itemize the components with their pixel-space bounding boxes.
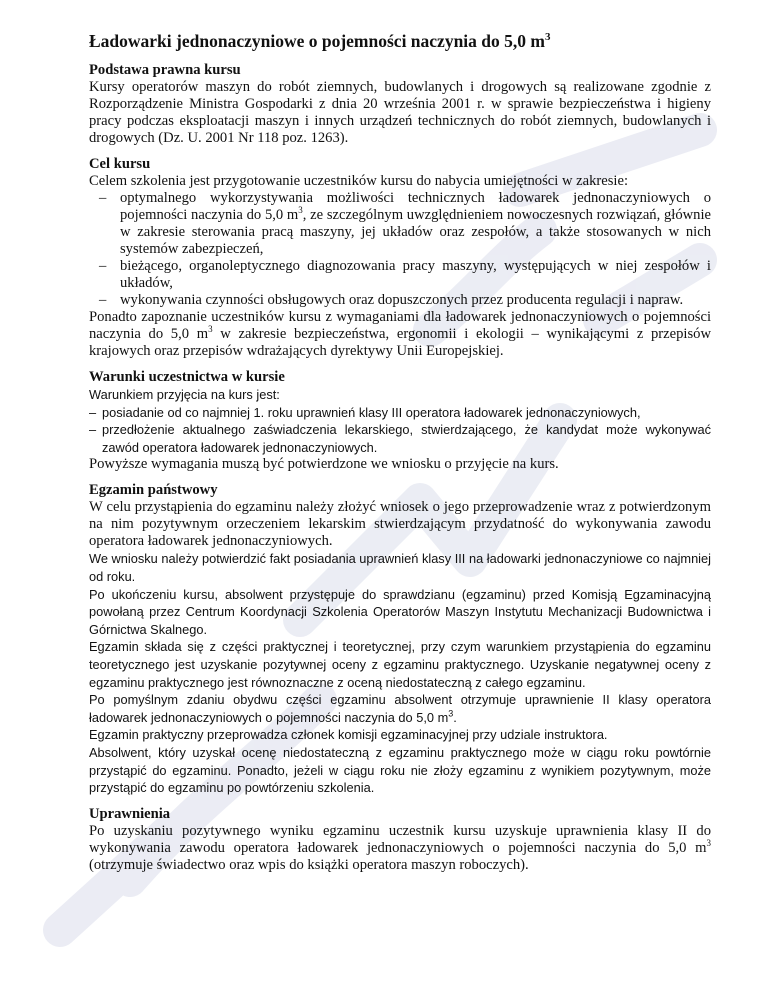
page-title: Ładowarki jednonaczyniowe o pojemności naczynia do 5,0 $m^3$ [89, 31, 551, 51]
list-item: – bieżącego, organoleptycznego diagnozowania pracy maszyny, występujących w niej zespołów i układów, [99, 258, 711, 291]
list-item: – optymalnego wykorzystywania możliwości technicznych ładowarek jednonaczyniowych o pojemności naczynia do 5,0 $m^3$, ze szczególnym uwzględnieniem nowoczesnych rozwiązań, głównie w zakresie sterowania pracą maszyny, jej układów oraz zespołów, a także stosowanych w nich systemów zabezpieczeń, [99, 190, 712, 257]
exam-paragraph: Egzamin praktyczny przeprowadza członek komisji egzaminacyjnej przy udziale instruktora. [89, 727, 608, 743]
exam-paragraph: We wniosku należy potwierdzić fakt posiadania uprawnień klasy III na ładowarki jednonaczyniowe co najmniej od roku. [89, 551, 711, 584]
exam-paragraph: Po ukończeniu kursu, absolwent przystępuje do sprawdzianu (egzaminu) przed Komisją Egzaminacyjną powołaną przez Centrum Koordynacji Szkolenia Operatorów Maszyn Instytutu Mechanizacji Budownictwa i Górnictwa Skalnego. [89, 586, 711, 637]
section-legal-basis [89, 62, 711, 147]
exam-paragraph: Po pomyślnym zdaniu obydwu części egzaminu absolwent otrzymuje uprawnienie II klasy operatora ładowarek jednonaczyniowych o pojemności naczynia do 5,0 $m^3$. [89, 692, 711, 725]
section-heading: Podstawa prawna kursu [89, 62, 241, 78]
exam-paragraph: Egzamin składa się z części praktycznej i teoretycznej, przy czym warunkiem przystąpienia do egzaminu teoretycznego jest uzyskanie pozytywnej oceny z egzaminu praktycznego. Uzyskanie negatywnej oceny z egzaminu praktycznego jest równoznaczne z oceną niedostateczną z całego egzaminu. [89, 639, 711, 690]
section-outro: Powyższe wymagania muszą być potwierdzone we wniosku o przyjęcie na kurs. [89, 456, 559, 473]
section-course-goal [89, 156, 711, 360]
section-text: Kursy operatorów maszyn do robót ziemnych, budowlanych i drogowych są realizowane zgodnie z Rozporządzenie Ministra Gospodarki z dnia 20 września 2001 r. w sprawie bezpieczeństwa i higieny pracy podczas eksploatacji maszyn i innych urządzeń technicznych do robót ziemnych, budowlanych i drogowych (Dz. U. 2001 Nr 118 poz. 1263). [89, 79, 711, 146]
section-conditions [89, 369, 711, 473]
exam-paragraph: Absolwent, który uzyskał ocenę niedostateczną z egzaminu praktycznego może w ciągu roku powtórnie przystąpić do egzaminu. Ponadto, jeżeli w ciągu roku nie złoży egzaminu z wynikiem pozytywnym, może przystąpić do egzaminu po powtórzeniu szkolenia. [89, 744, 711, 796]
section-heading: Cel kursu [89, 156, 151, 172]
list-item: – wykonywania czynności obsługowych oraz dopuszczonych przez producenta regulacji i napraw. [99, 292, 684, 308]
section-heading: Egzamin państwowy [89, 482, 218, 499]
section-text: Po uzyskaniu pozytywnego wyniku egzaminu uczestnik kursu uzyskuje uprawnienia klasy II do wykonywania zawodu operatora ładowarek jednonaczyniowych o pojemności naczynia do 5,0 $m^3$ (otrzymuje świadectwo oraz wpis do książki operatora maszyn roboczych). [89, 822, 711, 873]
section-rights [89, 806, 711, 874]
section-intro: Warunkiem przyjęcia na kurs jest: [89, 387, 280, 402]
section-outro: Ponadto zapoznanie uczestników kursu z wymaganiami dla ładowarek jednonaczyniowych o pojemności naczynia do 5,0 $m^3$ w zakresie bezpieczeństwa, ergonomii i ekologii – wynikającymi z przepisów krajowych oraz przepisów wdrażających dyrektywy Unii Europejskiej. [89, 309, 711, 359]
section-heading: Warunki uczestnictwa w kursie [89, 369, 285, 385]
section-state-exam [89, 482, 711, 796]
list-item: – przedłożenie aktualnego zaświadczenia lekarskiego, stwierdzającego, że kandydat może wykonywać zawód operatora ładowarek jednonaczyniowych. [89, 422, 711, 455]
section-intro: Celem szkolenia jest przygotowanie uczestników kursu do nabycia umiejętności w zakresie: [89, 173, 628, 189]
list-item: – posiadanie od co najmniej 1. roku uprawnień klasy III operatora ładowarek jednonaczyniowych, [89, 404, 641, 420]
exam-paragraph: W celu przystąpienia do egzaminu należy złożyć wniosek o jego przeprowadzenie wraz z potwierdzonym na nim pozytywnym orzeczeniem lekarskim stwierdzającym przydatność do wykonywania zawodu operatora ładowarek jednonaczyniowych. [89, 499, 711, 550]
goal-list [89, 190, 711, 309]
conditions-list [89, 404, 711, 457]
section-heading: Uprawnienia [89, 805, 171, 822]
